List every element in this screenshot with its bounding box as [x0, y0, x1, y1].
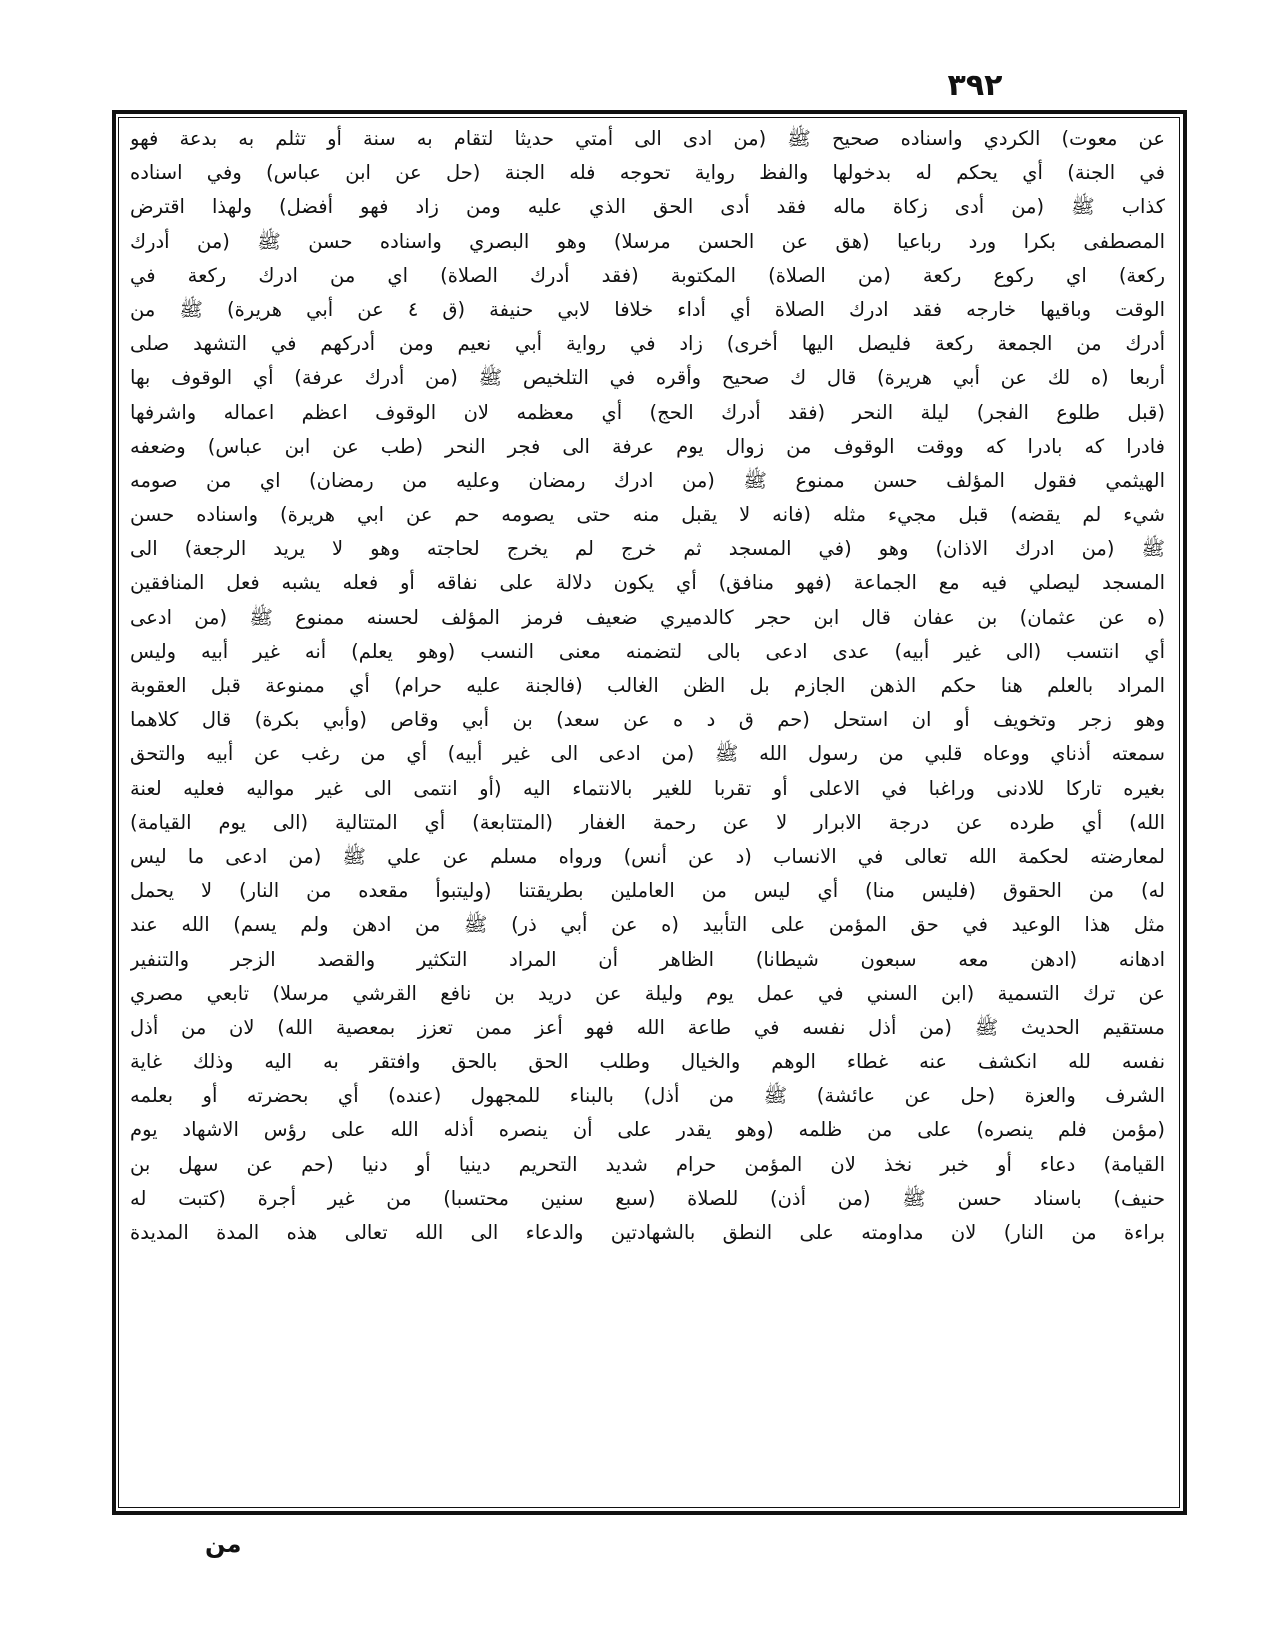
text-line: (ه عن عثمان) بن عفان قال ابن حجر كالدميري ضعيف فرمز المؤلف لحسنه ممنوع ﷺ (من ادعى — [130, 605, 1165, 629]
text-line: (قبل طلوع الفجر) ليلة النحر (فقد أدرك الحج) أي معظمه لان الوقوف اعظم اعماله واشرفها — [130, 400, 1165, 424]
text-line: الهيثمي فقول المؤلف حسن ممنوع ﷺ (من ادرك رمضان وعليه من رمضان) اي من صومه — [130, 468, 1165, 492]
text-line: شيء لم يقضه) قبل مجيء مثله (فانه لا يقبل منه حتى يصومه حم عن ابي هريرة) واسناده حسن — [130, 503, 1165, 527]
text-line: المراد بالعلم هنا حكم الذهن الجازم بل الظن الغالب (فالجنة عليه حرام) أي ممنوعة قبل العقوبة — [130, 674, 1165, 697]
text-line: له) من الحقوق (فليس منا) أي ليس من العاملين بطريقتنا (وليتبوأ مقعده من النار) لا يحمل — [130, 879, 1165, 903]
text-line: براءة من النار) لان مداومته على النطق بالشهادتين والدعاء الى الله تعالى هذه المدة المديدة — [130, 1221, 1165, 1244]
text-line: لمعارضته لحكمة الله تعالى في الانساب (د عن أنس) ورواه مسلم عن علي ﷺ (من ادعى ما ليس — [130, 844, 1165, 868]
text-line: في الجنة) أي يحكم له بدخولها والفظ رواية تحوجه فله الجنة (حل عن ابن عباس) وفي اسناده — [130, 161, 1165, 185]
text-line: القيامة) دعاء أو خبر نخذ لان المؤمن حرام شديد التحريم دينيا أو دنيا (حم عن سهل بن — [130, 1152, 1165, 1176]
text-line: نفسه لله انكشف عنه غطاء الوهم والخيال وطلب الحق بالحق وافتقر به اليه وذلك غاية — [130, 1050, 1165, 1074]
catchword: من — [205, 1530, 242, 1558]
text-line: الشرف والعزة (حل عن عائشة) ﷺ من أذل) بالبناء للمجهول (عنده) أي بحضرته أو بعلمه — [130, 1084, 1165, 1108]
main-text-block — [130, 122, 1165, 1497]
text-line: أي انتسب (الى غير أبيه) عدى ادعى بالى لتضمنه معنى النسب (وهو يعلم) أنه غير أبيه وليس — [130, 639, 1165, 663]
text-line: مستقيم الحديث ﷺ (من أذل نفسه في طاعة الله فهو أعز ممن تعزز بمعصية الله) لان من أذل — [130, 1015, 1165, 1039]
text-line: بغيره تاركا للادنى وراغبا في الاعلى أو تقربا للغير بالانتماء اليه (أو انتمى الى غير مواليه فعليه لعنة — [130, 776, 1165, 800]
text-line: كذاب ﷺ (من أدى زكاة ماله فقد أدى الحق الذي عليه ومن زاد فهو أفضل) ولهذا اقترض — [130, 195, 1165, 219]
text-line: ﷺ (من ادرك الاذان) وهو (في المسجد ثم خرج لم يخرج لحاجته وهو لا يريد الرجعة) الى — [130, 537, 1165, 561]
text-line: (مؤمن فلم ينصره) على من ظلمه (وهو يقدر على أن ينصره أذله الله على رؤس الاشهاد يوم — [130, 1118, 1165, 1142]
text-line: ادهانه (ادهن معه سبعون شيطانا) الظاهر أن المراد التكثير والقصد الزجر والتنفير — [130, 947, 1165, 971]
page-number: ٣٩٢ — [947, 68, 1003, 103]
text-line: الله) أي طرده عن درجة الابرار لا عن رحمة الغفار (المتتابعة) أي المتتالية (الى يوم القيامة) — [130, 810, 1165, 834]
text-line: فادرا كه بادرا كه ووقت الوقوف من زوال يوم عرفة الى فجر النحر (طب عن ابن عباس) وضعفه — [130, 434, 1165, 458]
text-line: مثل هذا الوعيد في حق المؤمن على التأبيد (ه عن أبي ذر) ﷺ من ادهن ولم يسم) الله عند — [130, 913, 1165, 937]
text-line: الوقت وباقيها خارجه فقد ادرك الصلاة أي أداء خلافا لابي حنيفة (ق ٤ عن أبي هريرة) ﷺ من — [130, 297, 1165, 321]
text-line: وهو زجر وتخويف أو ان استحل (حم ق د ه عن سعد) بن أبي وقاص (وأبي بكرة) قال كلاهما — [130, 708, 1165, 732]
text-line: المسجد ليصلي فيه مع الجماعة (فهو منافق) أي يكون دلالة على نفاقه أو فعله يشبه فعل المنافقين — [130, 571, 1165, 595]
text-line: حنيف) باسناد حسن ﷺ (من أذن) للصلاة (سبع سنين محتسبا) من غير أجرة (كتبت له — [130, 1186, 1165, 1210]
text-line: أربعا (ه لك عن أبي هريرة) قال ك صحيح وأقره في التلخيص ﷺ (من أدرك عرفة) أي الوقوف بها — [130, 366, 1165, 390]
text-line: عن معوت) الكردي واسناده صحيح ﷺ (من ادى الى أمتي حديثا لتقام به سنة أو تثلم به بدعة فهو — [130, 127, 1165, 150]
text-line: سمعته أذناي ووعاه قلبي من رسول الله ﷺ (من ادعى الى غير أبيه) أي من رغب عن أبيه والتحق — [130, 742, 1165, 766]
text-line: أدرك من الجمعة ركعة فليصل اليها أخرى) زاد في رواية أبي نعيم ومن أدركهم في التشهد صلى — [130, 332, 1165, 356]
text-line: ركعة) اي ركوع ركعة (من الصلاة) المكتوبة (فقد أدرك الصلاة) اي من ادرك ركعة في — [130, 263, 1165, 287]
text-line: عن ترك التسمية (ابن السني في عمل يوم وليلة عن دريد بن نافع القرشي مرسلا) تابعي مصري — [130, 981, 1165, 1005]
text-line: المصطفى بكرا ورد رباعيا (هق عن الحسن مرسلا) وهو البصري واسناده حسن ﷺ (من أدرك — [130, 229, 1165, 253]
